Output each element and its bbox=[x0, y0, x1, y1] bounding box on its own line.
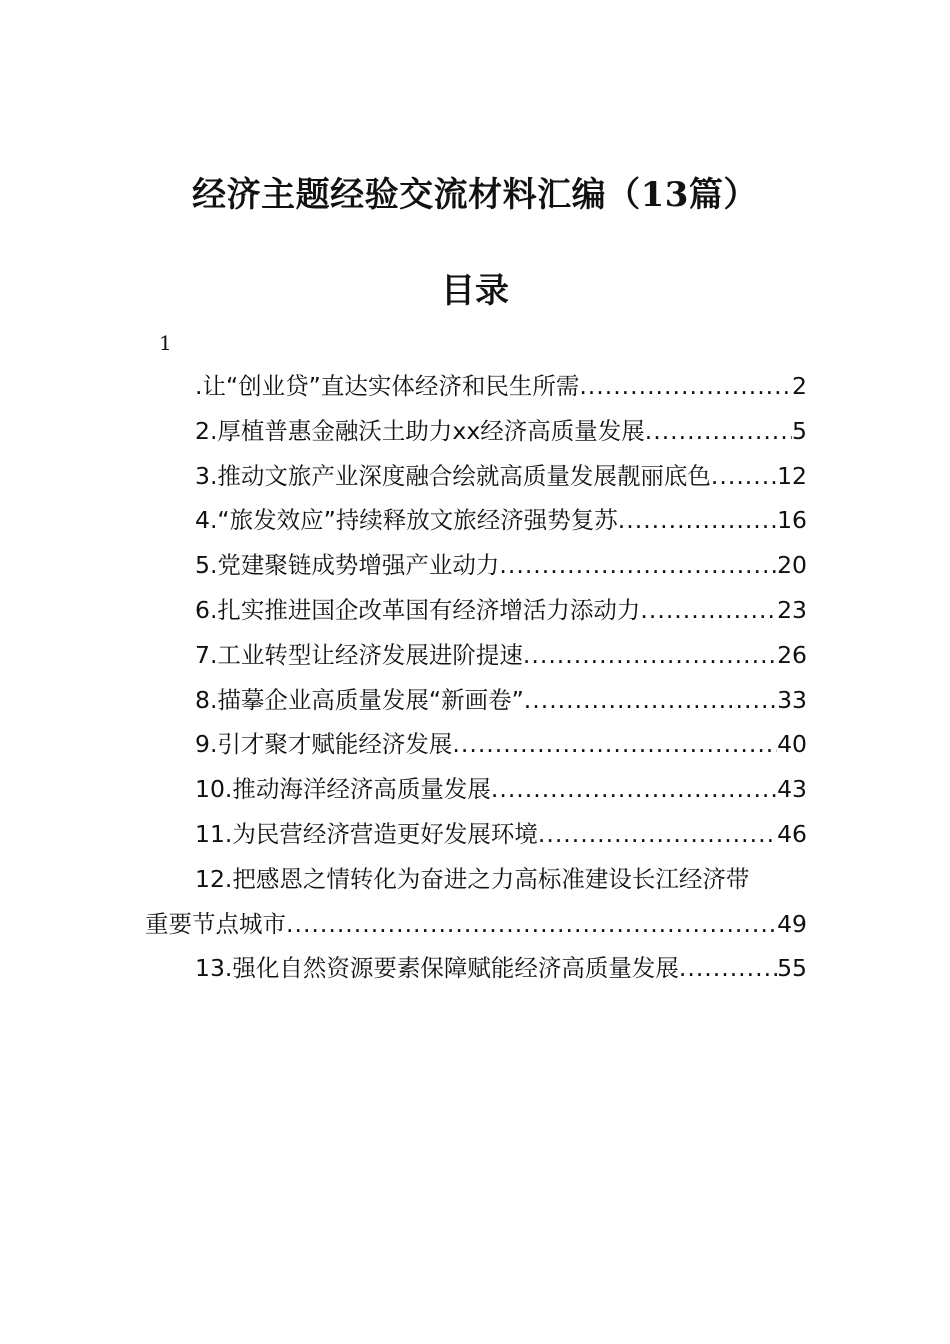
toc-entry-title: 6.扎实推进国企改革国有经济增活力添动力 bbox=[195, 595, 641, 624]
toc-entry-page: 20 bbox=[777, 551, 807, 580]
toc-entry-page: 23 bbox=[777, 595, 807, 624]
toc-entry-title: 7.工业转型让经济发展进阶提速 bbox=[195, 640, 523, 669]
toc-entry-page: 46 bbox=[777, 819, 807, 848]
stray-number: 1 bbox=[159, 331, 172, 355]
toc-leader-dots bbox=[286, 902, 777, 947]
toc-entry-page: 12 bbox=[777, 461, 807, 490]
toc-leader-dots bbox=[452, 722, 777, 767]
toc-entry-title: 10.推动海洋经济高质量发展 bbox=[195, 775, 491, 804]
toc-entry[interactable] bbox=[145, 722, 807, 767]
toc-entry-page: 33 bbox=[777, 685, 807, 714]
toc-entry-page: 16 bbox=[777, 506, 807, 535]
toc-entry-page: 5 bbox=[792, 416, 807, 445]
toc-leader-dots bbox=[645, 409, 792, 454]
toc-heading: 目录 bbox=[441, 271, 509, 311]
toc-entry-title: 12.把感恩之情转化为奋进之力高标准建设长江经济带 bbox=[195, 864, 750, 893]
toc-entry[interactable] bbox=[145, 498, 807, 543]
toc-entry-title: 2.厚植普惠金融沃土助力xx经济高质量发展 bbox=[195, 416, 645, 445]
toc-entry-title: 13.强化自然资源要素保障赋能经济高质量发展 bbox=[195, 954, 679, 983]
toc-entry[interactable] bbox=[145, 678, 807, 723]
toc-entry[interactable] bbox=[145, 633, 807, 678]
toc-leader-dots bbox=[579, 364, 792, 409]
toc-leader-dots bbox=[711, 454, 777, 499]
toc-entry-page: 40 bbox=[777, 730, 807, 759]
toc-entry[interactable] bbox=[145, 454, 807, 499]
toc-entry[interactable] bbox=[145, 812, 807, 857]
toc-leader-dots bbox=[523, 633, 777, 678]
toc-entry-title: .让“创业贷”直达实体经济和民生所需 bbox=[195, 372, 580, 400]
toc-leader-dots bbox=[679, 946, 777, 991]
toc-entry[interactable] bbox=[145, 543, 807, 588]
toc-entry[interactable] bbox=[145, 588, 807, 633]
document-title: 经济主题经验交流材料汇编（13篇） bbox=[192, 175, 758, 215]
toc-entry[interactable] bbox=[145, 409, 807, 454]
toc-entry-page: 43 bbox=[777, 775, 807, 804]
toc-entry-continuation[interactable] bbox=[145, 902, 807, 947]
toc-entry-title: 8.描摹企业高质量发展“新画卷” bbox=[195, 685, 524, 714]
toc-leader-dots bbox=[640, 588, 777, 633]
toc-entry[interactable] bbox=[145, 946, 807, 991]
toc-entry[interactable] bbox=[145, 364, 807, 409]
toc-entry[interactable] bbox=[145, 767, 807, 812]
toc-leader-dots bbox=[618, 498, 777, 543]
toc-leader-dots bbox=[491, 767, 777, 812]
toc-entry-title: 11.为民营经济营造更好发展环境 bbox=[195, 819, 538, 848]
table-of-contents bbox=[145, 364, 807, 991]
toc-entry-title: 3.推动文旅产业深度融合绘就高质量发展靓丽底色 bbox=[195, 461, 711, 490]
toc-entry-page: 2 bbox=[792, 372, 807, 400]
toc-entry-title: 4.“旅发效应”持续释放文旅经济强势复苏 bbox=[195, 506, 618, 535]
toc-entry-first-line[interactable] bbox=[145, 857, 807, 902]
toc-leader-dots bbox=[538, 812, 777, 857]
toc-leader-dots bbox=[524, 678, 777, 723]
toc-entry-page: 49 bbox=[777, 909, 807, 938]
toc-leader-dots bbox=[499, 543, 777, 588]
toc-entry-page: 26 bbox=[777, 640, 807, 669]
toc-entry-title: 9.引才聚才赋能经济发展 bbox=[195, 730, 453, 759]
toc-entry-title-continuation: 重要节点城市 bbox=[145, 909, 286, 938]
toc-entry-title: 5.党建聚链成势增强产业动力 bbox=[195, 551, 500, 580]
toc-entry-page: 55 bbox=[777, 954, 807, 983]
